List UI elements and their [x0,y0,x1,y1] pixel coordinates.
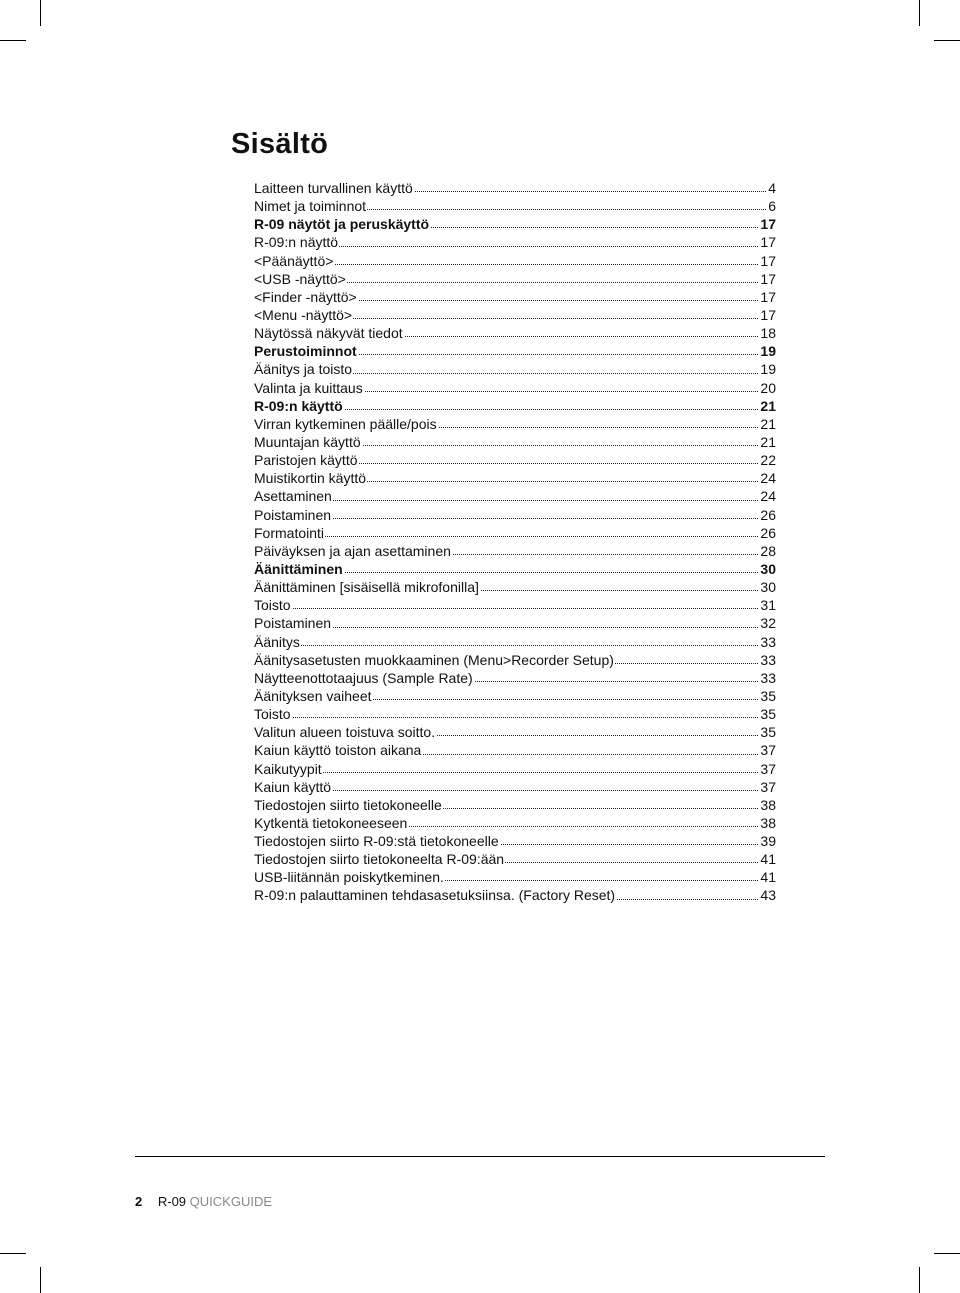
toc-entry-page: 24 [760,470,776,487]
toc-entry[interactable] [254,778,776,796]
toc-entry[interactable] [254,886,776,904]
toc-entry-page: 33 [760,669,776,686]
footer-guide: QUICKGUIDE [189,1194,273,1209]
toc-entry-page: 18 [760,325,776,342]
toc-entry-label: Näytössä näkyvät tiedot [254,325,403,342]
toc-entry-page: 39 [760,833,776,850]
toc-entry-label: Äänitys ja toisto [254,361,353,378]
toc-entry[interactable] [254,596,776,614]
toc-entry-page: 35 [760,687,776,704]
toc-entry[interactable] [254,487,776,505]
toc-entry-label: Tiedostojen siirto tietokoneelta R-09:ään [254,851,505,868]
toc-entry-label: Kaikutyypit [254,760,322,777]
toc-entry-label: Poistaminen [254,506,332,523]
toc-entry-label: Nimet ja toiminnot [254,198,367,215]
toc-entry-page: 19 [760,343,776,360]
toc-entry-page: 33 [760,651,776,668]
toc-entry[interactable] [254,451,776,469]
crop-mark-bottom-right [919,1267,920,1293]
toc-entry[interactable] [254,252,776,270]
toc-entry-label: Näytteenottotaajuus (Sample Rate) [254,669,473,686]
toc-entry[interactable] [254,741,776,759]
toc-entry-page: 41 [760,851,776,868]
toc-entry-page: 22 [760,452,776,469]
crop-mark-top-right [919,0,920,26]
toc-entry[interactable] [254,524,776,542]
toc-entry[interactable] [254,415,776,433]
toc-entry-label: Formatointi [254,524,325,541]
toc-entry-label: R-09:n käyttö [254,397,343,414]
page-title: Sisältö [231,128,329,160]
toc-entry[interactable] [254,215,776,233]
toc-entry[interactable] [254,360,776,378]
toc-entry-page: 17 [760,270,776,287]
toc-entry-label: Äänitys [254,633,300,650]
crop-mark-top-right-h [934,40,960,41]
toc-entry-page: 21 [760,433,776,450]
toc-entry[interactable] [254,868,776,886]
toc-entry-label: Laitteen turvallinen käyttö [254,180,413,196]
toc-entry[interactable] [254,342,776,360]
toc-entry[interactable] [254,796,776,814]
toc-entry[interactable] [254,578,776,596]
toc-entry[interactable] [254,723,776,741]
toc-entry[interactable] [254,469,776,487]
toc-entry[interactable] [254,324,776,342]
toc-entry-page: 35 [760,724,776,741]
toc-entry[interactable] [254,197,776,215]
toc-entry[interactable] [254,760,776,778]
toc-entry-page: 21 [760,415,776,432]
toc-entry-label: Poistaminen [254,615,332,632]
toc-entry-label: R-09:n näyttö [254,234,339,251]
crop-mark-top-left-h [0,40,26,41]
toc-entry-page: 43 [760,887,776,904]
toc-entry[interactable] [254,306,776,324]
toc-entry-label: Tiedostojen siirto tietokoneelle [254,796,442,813]
toc-entry-page: 20 [760,379,776,396]
toc-entry-label: Äänitysasetusten muokkaaminen (Menu>Recorder Setup) [254,651,614,668]
toc-entry-page: 17 [760,234,776,251]
crop-mark-bottom-right-h [934,1253,960,1254]
toc-entry-page: 38 [760,814,776,831]
toc-entry-label: Kaiun käyttö toiston aikana [254,742,422,759]
toc-entry-label: R-09 näytöt ja peruskäyttö [254,216,430,233]
toc-entry[interactable] [254,814,776,832]
toc-entry-page: 32 [760,615,776,632]
toc-entry[interactable] [254,233,776,251]
toc-entry[interactable] [254,832,776,850]
toc-entry[interactable] [254,651,776,669]
toc-entry-label: <USB -näyttö> [254,270,346,287]
toc-entry[interactable] [254,687,776,705]
toc-entry[interactable] [254,542,776,560]
footer-model: R-09 [157,1194,187,1209]
toc-entry-page: 17 [760,306,776,323]
toc-entry-page: 17 [760,288,776,305]
toc-entry-label: USB-liitännän poiskytkeminen. [254,869,444,886]
crop-mark-bottom-left-h [0,1253,26,1254]
toc-entry[interactable] [254,397,776,415]
toc-entry-page: 17 [760,252,776,269]
toc-entry-label: Kaiun käyttö [254,778,332,795]
toc-entry-label: Asettaminen [254,488,332,505]
toc-entry-label: Valinta ja kuittaus [254,379,363,396]
toc-entry-page: 26 [760,524,776,541]
toc-entry-label: Muuntajan käyttö [254,433,361,450]
toc-entry-label: Äänityksen vaiheet [254,687,372,704]
toc-entry-page: 37 [760,760,776,777]
toc-entry[interactable] [254,614,776,632]
toc-entry-label: Perustoiminnot [254,343,357,360]
toc-entry[interactable] [254,379,776,397]
toc-entry-page: 31 [760,597,776,614]
toc-entry-page: 30 [760,579,776,596]
toc-entry[interactable] [254,705,776,723]
crop-mark-top-left [40,0,41,26]
toc-entry[interactable] [254,669,776,687]
toc-entry-page: 33 [760,633,776,650]
toc-entry-label: <Finder -näyttö> [254,288,357,305]
toc-entry[interactable] [254,288,776,306]
page-footer [135,1194,272,1209]
toc-entry-page: 26 [760,506,776,523]
toc-entry-page: 19 [760,361,776,378]
toc-entry[interactable] [254,560,776,578]
toc-entry-page: 17 [760,216,776,233]
page-number: 2 [135,1194,143,1209]
toc-entry-page: 24 [760,488,776,505]
toc-entry-page: 28 [760,542,776,559]
toc-entry-label: Kytkentä tietokoneeseen [254,814,408,831]
toc-entry-label: Toisto [254,706,291,723]
toc-entry-label: Päiväyksen ja ajan asettaminen [254,542,451,559]
toc-entry-label: R-09:n palauttaminen tehdasasetuksiinsa. (Factory Reset) [254,887,616,904]
toc-entry-label: Tiedostojen siirto R-09:stä tietokoneelle [254,833,499,850]
toc-entry-page: 35 [760,706,776,723]
toc-entry-page: 30 [760,560,776,577]
toc-entry-label: Paristojen käyttö [254,452,358,469]
toc-entry-label: Äänittäminen [sisäisellä mikrofonilla] [254,579,479,596]
toc-entry-label: <Päänäyttö> [254,252,334,269]
crop-mark-bottom-left [40,1267,41,1293]
toc-entry-label: Muistikortin käyttö [254,470,367,487]
toc-entry-label: <Menu -näyttö> [254,306,353,323]
toc-entry-page: 38 [760,796,776,813]
toc-entry-label: Toisto [254,597,291,614]
toc-entry[interactable] [254,633,776,651]
toc-entry-label: Virran kytkeminen päälle/pois [254,415,437,432]
toc-entry-page: 41 [760,869,776,886]
toc-entry-label: Valitun alueen toistuva soitto. [254,724,436,741]
toc-entry[interactable] [254,506,776,524]
toc-entry-page: 37 [760,742,776,759]
toc-entry[interactable] [254,179,776,197]
toc-entry-page: 6 [768,198,776,215]
toc-entry-label: Äänittäminen [254,560,343,577]
toc-entry-page: 21 [760,397,776,414]
footer-divider [135,1156,825,1157]
toc-entry[interactable] [254,433,776,451]
toc-entry[interactable] [254,850,776,868]
table-of-contents [254,179,776,905]
toc-entry[interactable] [254,270,776,288]
toc-entry-page: 37 [760,778,776,795]
toc-entry-page: 4 [768,180,776,196]
